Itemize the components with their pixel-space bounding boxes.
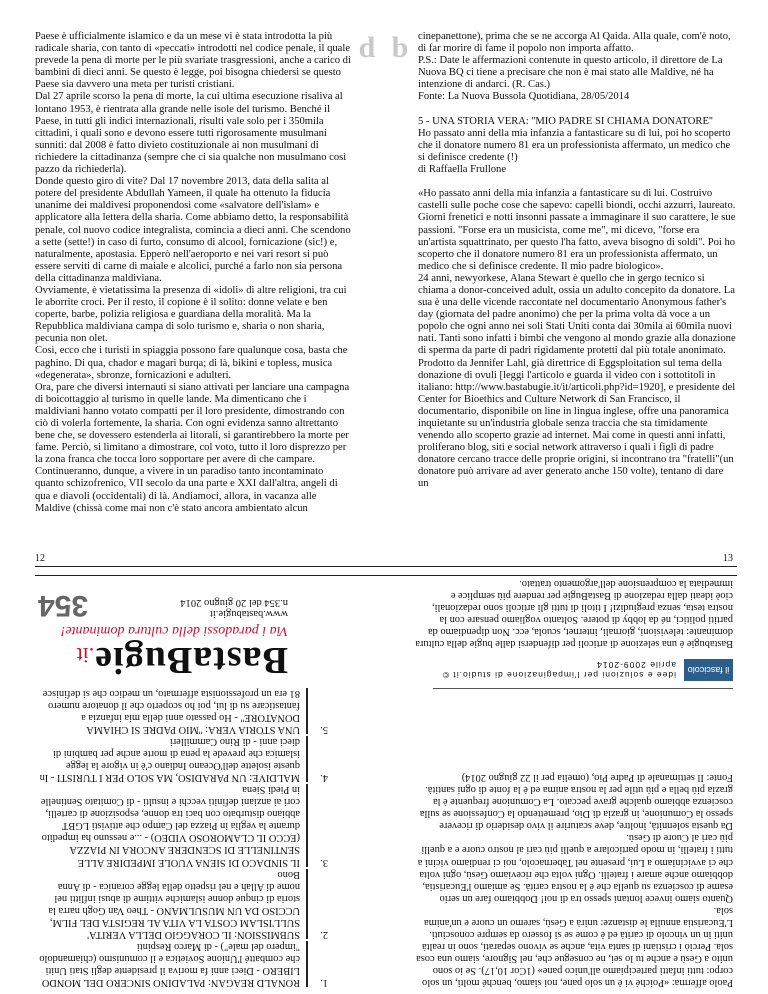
page-letter-left: d — [358, 31, 376, 64]
brand-name: BastaBugie — [94, 639, 288, 681]
summary-bar — [306, 688, 308, 734]
page-number-right: 13 — [723, 553, 733, 564]
brand-tagline: Via i paradossi della cultura dominante! — [60, 623, 288, 638]
article-column-left: Paese è ufficialmente islamico e da un mese vi è stata introdotta la più radicale sharia, con tanto di «peccati» introdotti nel codice penale, il quale prevede la pena di morte per le più svariate trasgressioni, anche a carico di bambini di dieci anni. Se questo è legge, poi bisogna chiedersi se questo Paese sia davvero una meta per turisti cristiani. Dal 27 aprile scorso la pena di morte, la cui ultima esecuzione risaliva al lontano 1953, è rientrata alla grande nelle isole del turismo. Benché il Paese, in tutti gli indici internazionali, risulti vale solo per i 350mila cittadini, i quali sono e devono essere tutti rigorosamente musulmani sunniti: dal 2008 è fatto divieto costituzionale ai non musulmani di richiedere la cittadinanza (sempre che ci sia qualche non musulmano così pazzo da richiederla). Donde questo giro di vite? Dal 17 novembre 2013, data della salita al potere del presidente Abdullah Yameen, il quale ha ottenuto la fiducia unanime dei maldivesi proponendosi come «salvatore dell'islam» e applicatore alla lettera della sharia. Come abbiamo detto, la responsabilità penale, col nuovo codice integralista, comincia a dieci anni. Che scendono a sette (sette!) in caso di furto, consumo di alcool, fornicazione (sic!) e, naturalmente, apostasia. Epperò nell'aeroporto e nei vari resort si può essere serviti di carne di maiale e alcolici, purché a farlo non sia persona della cittadinanza maldiviana. Ovviamente, è vietatissima la presenza di «idoli» di altre religioni, tra cui le aborrite croci. Per il resto, il copione è il solito: donne velate e ben coperte, barbe, polizia religiosa e guardiana della moralità. Ma la Repubblica maldiviana campa di solo turismo e, sharia o non sharia, pecunia non olet. Così, ecco che i turisti in spiaggia possono fare qualunque cosa, basta che paghino. Di qua, chador e magari burqa; di là, bikini e topless, musica «degenerata», sbronze, fornicazioni e adulteri. Ora, pare che diversi internauti si siano attivati per lanciare una campagna di boicottaggio al turismo in quelle lande. Ma dimenticano che i maldiviani hanno votato compatti per il loro presidente, dimostrando con ciò di volerla fortemente, la sharia. Con ogni evidenza sanno altrettanto bene che, se dovessero estenderla ai litorali, si garantirebbero la morte per fame. Perciò, si limitano a dimostrare, col voto, tutto il loro disprezzo per la zona franca che tocca loro sopportare per avere di che campare. Continueranno, dunque, a vivere in un paradiso tanto incontaminato quanto schizofrenico, VII secolo da una parte e XXI dall'altra, angeli di qua e diavoli (occidentali) di là. Andiamoci, allora, in vacanza alle Maldive (chissà come mai non c'è stato ancora ambientato alcun — [35, 31, 351, 514]
summary-bar — [306, 869, 308, 939]
summary-number: 1. — [320, 977, 328, 988]
summary-list — [38, 688, 328, 988]
brand-block — [38, 587, 288, 682]
story-source: Fonte: Il settimanale di Padre Pio, (omelia per il 22 giugno 2014) — [461, 772, 733, 784]
fascicolo-logo: il fascicolo — [684, 659, 733, 681]
divider — [35, 566, 737, 567]
issue-date: n.354 del 20 giugno 2014 — [180, 597, 288, 608]
summary-item[interactable] — [38, 783, 328, 867]
summary-item[interactable] — [38, 688, 328, 735]
fascicolo-text: idee e soluzioni per l'impaginazione di studio.it © aprile 2009-2014 — [441, 660, 676, 680]
summary-number: 4. — [320, 772, 328, 784]
summary-text: RONALD REAGAN: PALADINO SINCERO DEL MONDO LIBERO - Dieci anni fa moriva il presidente degli Stati Uniti che combatté l'Unione Sovietica e il comunismo (chiamandolo "impero del male") - di Marco Respinti — [39, 940, 300, 988]
summary-bar — [306, 784, 308, 866]
summary-text: SUBMISSION: IL CORAGGIO DELLA VERITA' SULL'ISLAM COSTA LA VITA AL REGISTA DEL FILM, UCCISO DA UN MUSULMANO - Theo Van Gogh narra la storia di cinque donne islamiche vittime di abusi inflitti nel nome di Allah e nel rispetto della legge coranica - di Anna Bono — [48, 868, 300, 940]
summary-bar — [306, 736, 308, 782]
summary-bar — [306, 941, 308, 987]
brand-tld: .it — [76, 643, 95, 668]
summary-text: IL SINDACO DI SIENA VUOLE IMPEDIRE ALLE SENTINELLE DI SCENDERE ANCORA IN PIAZZA (ECCO IL CLAMOROSO VIDEO) - ...e nessuno ha impedito durante la veglia in Piazza del Campo che attivisti LGBT abbiano disturbato con baci tra donne, esposizione di cartelli, cori ai anziani definiti vecchi e insulti - di Comitato Sentinelle in Piedi Siena — [40, 784, 300, 868]
summary-item[interactable] — [38, 735, 328, 783]
homily-text: Paolo afferma: «Poiché vi è un solo pane, noi siamo, benché molti, un solo corpo: tutti infatti partecipiamo all'unico pane» (1Cor 10,17). Se io sono unito a Gesù e anche tu lo sei, ne consegue che, nel Signore, siamo una cosa sola. Perciò i cristiani di santa vita, anche se vivono separati, sono in realtà uniti in un vincolo di carità ed è come se si fossero da sempre conosciuti. L'Eucaristia annulla le distanze: unirà a Gesù, saremo un cuore e un'anima sola. Quanto siamo invece lontani spesso tra di noi! Dobbiamo fare un serio esame di coscienza su quella che è la nostra carità. Se amiamo l'Eucaristia, dobbiamo anche amare i fratelli. Ogni volta che riceviamo Gesù, ogni volta che ci avviciniamo a Lui, presente nel Tabernacolo, noi ci rendiamo vicini a tutti i fratelli, in modo particolare a quelli più cari al nostro cuore e a quelli più cari al Cuore di Gesù. Da questa solennità, inoltre, deve scaturire il vivo desiderio di ricevere spesso la Comunione, in grazia di Dio, premettendo la Confessione se sulla coscienza abbiamo qualche grave peccato. La Comunione frequente è la grazia più bella e più utile per la nostra anima ed è la fonte di ogni santità. Fonte: Il settimanale di Padre Pio, (omelia per il 22 giugno 2014) — [413, 688, 733, 988]
summary-number: 3. — [320, 856, 328, 868]
fascicolo-credit — [433, 656, 733, 689]
rotated-cover-section — [0, 577, 768, 994]
summary-text: MALDIVE: UN PARADISO, MA SOLO PER I TURISTI - In queste isolette dell'Oceano Indiano c'è in vigore la legge islamica che prevede la pena di morte anche per bambini di dieci anni - di Rino Cammilleri — [39, 736, 300, 784]
summary-text: UNA STORIA VERA: ''MIO PADRE SI CHIAMA DONATORE'' - Ho passato anni della mia infanzia a fantasticare su di lui, poi ho scoperto che il donatore numero 81 era un professionista affermato, un medico che si definisce — [42, 688, 300, 736]
brand-logo — [38, 638, 288, 682]
summary-item[interactable] — [38, 940, 328, 988]
issue-number: 354 — [38, 589, 89, 622]
summary-number: 5. — [320, 724, 328, 736]
summary-item[interactable] — [38, 868, 328, 940]
brand-url[interactable]: www.bastabugie.it — [209, 608, 288, 619]
page-letter-right: b — [391, 31, 409, 64]
page-number-left: 12 — [35, 553, 45, 564]
article-column-right: cinepanettone), prima che se ne accorga Al Qaida. Alla quale, com'è noto, di far morire di fame il popolo non importa affatto. P.S.: Date le affermazioni contenute in questo articolo, il direttore de La Nuova BQ ci tiene a precisare che non è mai stato alle Maldive, né ha intenzione di andarci. (R. Cas.) Fonte: La Nuova Bussola Quotidiana, 28/05/2014 5 - UNA STORIA VERA: ''MIO PADRE SI CHIAMA DONATORE'' Ho passato anni della mia infanzia a fantasticare su di lui, poi ho scoperto che il donatore numero 81 era un professionista affermato, un medico che si definisce credente (!) di Raffaella Frullone «Ho passato anni della mia infanzia a fantasticare su di lui. Costruivo castelli sulle poche cose che sapevo: capelli biondi, occhi azzurri, laureato. Giorni frenetici e notti insonni passate a immaginare il suo carattere, le sue passioni. "Forse era un musicista, come me", mi dicevo, "forse era un'artista squattrinato, per questo l'ha fatto, aveva bisogno di soldi". Poi ho scoperto che il donatore numero 81 era un professionista affermato, un medico che si definisce credente. Il mio padre biologico». 24 anni, newyorkese, Alana Stewart è quello che in gergo tecnico si chiama a donor-conceived adult, ossia un adulto concepito da donatore. La sua è una delle vicende raccontate nel documentario Anonymous father's day (giornata del padre anonimo) che per la prima volta dà voce a un popolo che ogni anno nei soli Stati Uniti conta dai 30mila ai 60mila nuovi nati. Tanti sono infatti i bimbi che vengono al mondo grazie alla donazione di sperma da parte di padri rigidamente protetti dal più totale anonimato. Prodotto da Jennifer Lahl, già direttrice di Eggsploitation sul tema della donazione di ovuli [leggi l'articolo e guarda il video con i sottotitoli in italiano: http://www.bastabugie.it/it/articoli.php?id=1920], e presidente del Center for Bioethics and Culture Network di San Francisco, il documentario, disponibile on line in lingua inglese, offre una panoramica inquietante su un'industria globale senza traccia che sta timidamente venendo allo scoperto grazie ad internet. Mai come in questi anni infatti, proliferano blog, siti e social network attraverso i quali i figli di padre donatore cercano tracce delle proprie origini, si incontrano tra "fratelli"(un donatore può arrivare ad aver generato anche 150 volte), tentano di dare un — [418, 31, 736, 490]
about-text: Bastabugie è una selezione di articoli per difendersi dalle bugie della cultura dominante: televisioni, giornali, internet, scuola, ecc. Non dipendiamo da partiti politici, né da lobby di potere. Soltanto vogliamo pensare con la nostra testa, senza pregiudizi! I titoli di tutti gli articoli sono redazionali, cioè ideati dalla redazione di BastaBugie per rendere più semplice e immediata la comprensione dell'argomento trattato. — [415, 577, 733, 649]
summary-number: 2. — [320, 928, 328, 940]
